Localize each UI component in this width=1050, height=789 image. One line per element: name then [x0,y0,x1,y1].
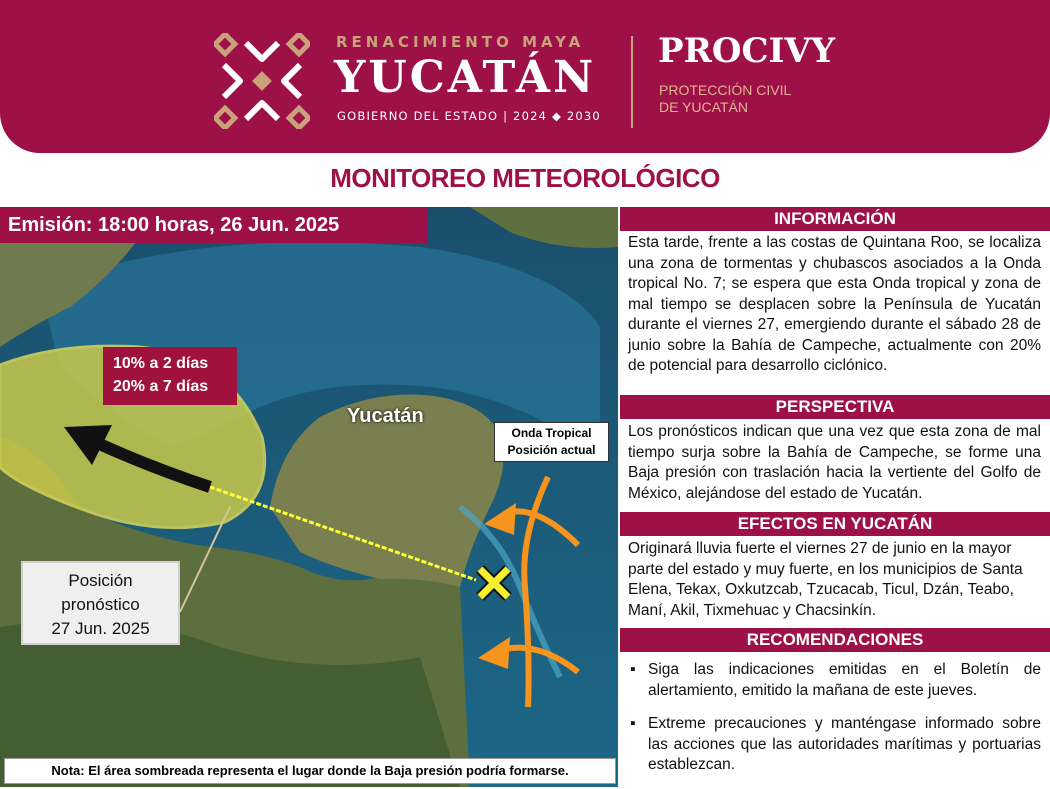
forecast-position-line-2: pronóstico [61,595,140,614]
agency-name: PROCIVY [658,31,836,71]
yucatan-map-label: Yucatán [347,405,424,427]
forecast-position-box [21,561,180,645]
section-text-efectos: Originará lluvia fuerte el viernes 27 de junio en la mayor parte del estado y muy fuerte, en los municipios de Santa Elena, Tekax, Oxkutzcab, Tzucacab, Ticul, Dzán, Teabo, Maní, Akil, Tixmehuac y Chacsinkín. [628,540,1023,619]
emission-banner: Emisión: 18:00 horas, 26 Jun. 2025 [0,207,428,243]
probability-2-days: 10% a 2 días [113,355,209,372]
section-heading-recomendaciones: RECOMENDACIONES [620,628,1050,652]
agency-subtitle-line-2: DE YUCATÁN [659,99,748,115]
section-text-perspectiva: Los pronósticos indican que una vez que esta zona de mal tiempo surja sobre la Bahía de Campeche, se forme una Baja presión con traslación hacia la vertiente del Golfo de México, alejándose del estado de Yucatán. [628,423,1041,502]
brand-name: YUCATÁN [334,52,597,103]
agency-subtitle [659,82,791,116]
bullet-icon: ▪ [630,661,636,678]
agency-subtitle-line-1: PROTECCIÓN CIVIL [659,82,792,98]
probability-7-days: 20% a 7 días [113,378,209,395]
map-graphic [0,207,618,787]
brand-government: GOBIERNO DEL ESTADO | 2024 ◆ 2030 [337,109,601,123]
list-item [628,714,1041,776]
list-item [628,660,1041,701]
recommendation-text: Siga las indicaciones emitidas en el Boletín de alertamiento, emitido la mañana de este jueves. [648,661,1041,699]
bullet-icon: ▪ [630,715,636,732]
recommendation-text: Extreme precauciones y manténgase informado sobre las acciones que las autoridades marítimas y portuarias establezcan. [648,715,1041,773]
brand-tagline: RENACIMIENTO MAYA [336,33,585,51]
recommendations-list [628,660,1041,789]
map-note: Nota: El área sombreada representa el lugar donde la Baja presión podría formarse. [4,758,616,784]
probability-box [103,347,237,405]
tropical-wave-label-line-2: Posición actual [507,443,596,457]
header-divider [631,36,633,128]
section-heading-perspectiva: PERSPECTIVA [620,395,1050,419]
section-text-informacion: Esta tarde, frente a las costas de Quintana Roo, se localiza una zona de tormentas y chubascos asociados a la Onda tropical No. 7; se espera que esta Onda tropical y zona de mal tiempo se desplacen sobre la Península de Yucatán durante el viernes 27, emergiendo durante el sábado 28 de junio sobre la Bahía de Campeche, actualmente con 20% de potencial para desarrollo ciclónico. [628,234,1041,374]
section-heading-informacion: INFORMACIÓN [620,207,1050,231]
maya-logo-icon [214,33,310,129]
page-title: MONITOREO METEOROLÓGICO [330,163,720,193]
section-heading-efectos: EFECTOS EN YUCATÁN [620,512,1050,536]
forecast-position-line-1: Posición [68,571,133,590]
tropical-wave-label-line-1: Onda Tropical [511,426,592,440]
satellite-map [0,207,618,787]
header-banner [0,0,1050,153]
tropical-wave-label [494,422,609,462]
forecast-position-date: 27 Jun. 2025 [51,619,150,638]
